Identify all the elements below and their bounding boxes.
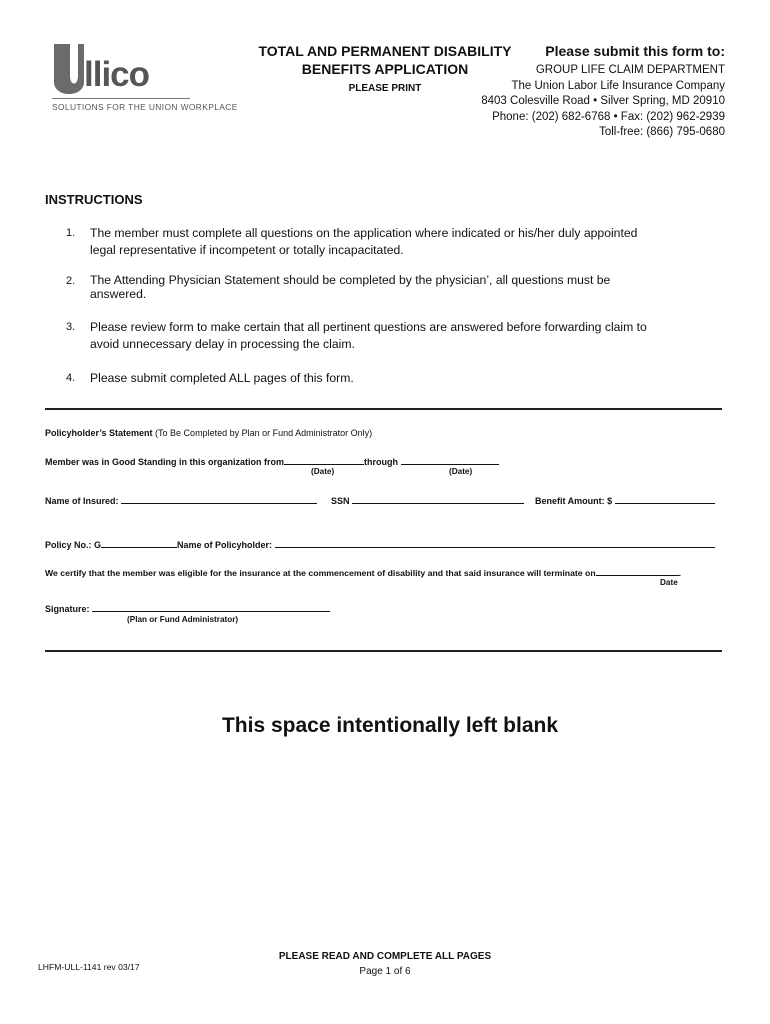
from-date-field[interactable]	[284, 455, 364, 465]
blank-space-message: This space intentionally left blank	[221, 714, 559, 737]
benefit-amount-field[interactable]	[615, 494, 715, 504]
page-number: Page 1 of 6	[359, 966, 411, 977]
termination-date-caption: Date	[660, 578, 678, 587]
submit-line: 8403 Colesville Road • Silver Spring, MD 20910	[481, 95, 725, 107]
section-divider	[45, 650, 722, 652]
policy-no-row	[45, 538, 715, 550]
submit-line: The Union Labor Life Insurance Company	[511, 79, 725, 92]
submit-line: Phone: (202) 682-6768 • Fax: (202) 962-2939	[492, 110, 725, 123]
form-title-line1: TOTAL AND PERMANENT DISABILITY	[258, 43, 512, 59]
form-title-line2: BENEFITS APPLICATION	[301, 61, 469, 77]
policy-no-label: Policy No.: G	[45, 540, 102, 550]
instruction-line: avoid unnecessary delay in processing the claim.	[90, 336, 355, 351]
good-standing-row	[45, 455, 499, 467]
logo-rule	[52, 98, 190, 99]
through-label: through	[364, 457, 399, 467]
policyholder-heading	[45, 428, 372, 438]
submit-line: GROUP LIFE CLAIM DEPARTMENT	[535, 64, 725, 76]
instruction-line: Please review form to make certain that all pertinent questions are answered before forwarding claim to	[90, 320, 647, 334]
signature-label: Signature:	[45, 604, 90, 614]
instruction-line: The member must complete all questions on the application where indicated or his/her duly appointed	[90, 226, 638, 240]
signature-field[interactable]	[92, 602, 330, 612]
submit-address-block	[481, 42, 725, 141]
good-standing-label: Member was in Good Standing in this organization from	[45, 457, 285, 467]
name-insured-label: Name of Insured:	[45, 496, 119, 506]
benefit-label: Benefit Amount: $	[535, 496, 613, 506]
certify-text: We certify that the member was eligible for the insurance at the commencement of disability and that said insurance will terminate on	[45, 568, 596, 578]
submit-heading: Please submit this form to:	[545, 43, 725, 59]
please-print-note: PLEASE PRINT	[348, 83, 422, 94]
instruction-number: 4.	[66, 372, 76, 384]
logo-tagline: SOLUTIONS FOR THE UNION WORKPLACE	[52, 102, 238, 112]
instruction-line: The Attending Physician Statement should be completed by the physician’, all questions must be	[90, 273, 611, 287]
benefit-row	[535, 494, 715, 506]
name-insured-field[interactable]	[121, 494, 317, 504]
through-date-field[interactable]	[401, 455, 499, 465]
instruction-line: Please submit completed ALL pages of this form.	[90, 371, 354, 385]
from-date-caption: (Date)	[311, 467, 335, 476]
signature-caption: (Plan or Fund Administrator)	[127, 615, 239, 624]
instruction-number: 1.	[66, 227, 76, 239]
instruction-line: answered.	[90, 287, 147, 301]
ssn-field[interactable]	[352, 494, 524, 504]
name-insured-row	[45, 494, 317, 506]
policyholder-name-field[interactable]	[275, 538, 715, 548]
svg-text:llico: llico	[84, 55, 150, 94]
policy-no-field[interactable]	[101, 538, 177, 548]
read-complete-note: PLEASE READ AND COMPLETE ALL PAGES	[278, 951, 492, 962]
form-id: LHFM-ULL-1141 rev 03/17	[38, 962, 140, 972]
termination-date-field[interactable]	[596, 566, 679, 576]
instruction-number: 2.	[66, 275, 76, 287]
instruction-line: legal representative if incompetent or totally incapacitated.	[90, 242, 404, 257]
instruction-number: 3.	[66, 321, 76, 333]
policyholder-name-label: Name of Policyholder:	[177, 540, 273, 550]
ssn-label: SSN	[331, 496, 350, 506]
submit-line: Toll-free: (866) 795-0680	[599, 126, 725, 138]
section-divider	[45, 408, 722, 410]
signature-row	[45, 602, 330, 614]
policyholder-title: Policyholder’s Statement	[45, 428, 153, 438]
certify-row: We certify that the member was eligible for the insurance at the commencement of disability and that said insurance will terminate on .	[45, 568, 682, 578]
instructions-heading: INSTRUCTIONS	[45, 192, 143, 207]
through-date-caption: (Date)	[449, 467, 473, 476]
policyholder-note: (To Be Completed by Plan or Fund Administrator Only)	[155, 428, 373, 438]
ssn-row	[331, 494, 524, 506]
